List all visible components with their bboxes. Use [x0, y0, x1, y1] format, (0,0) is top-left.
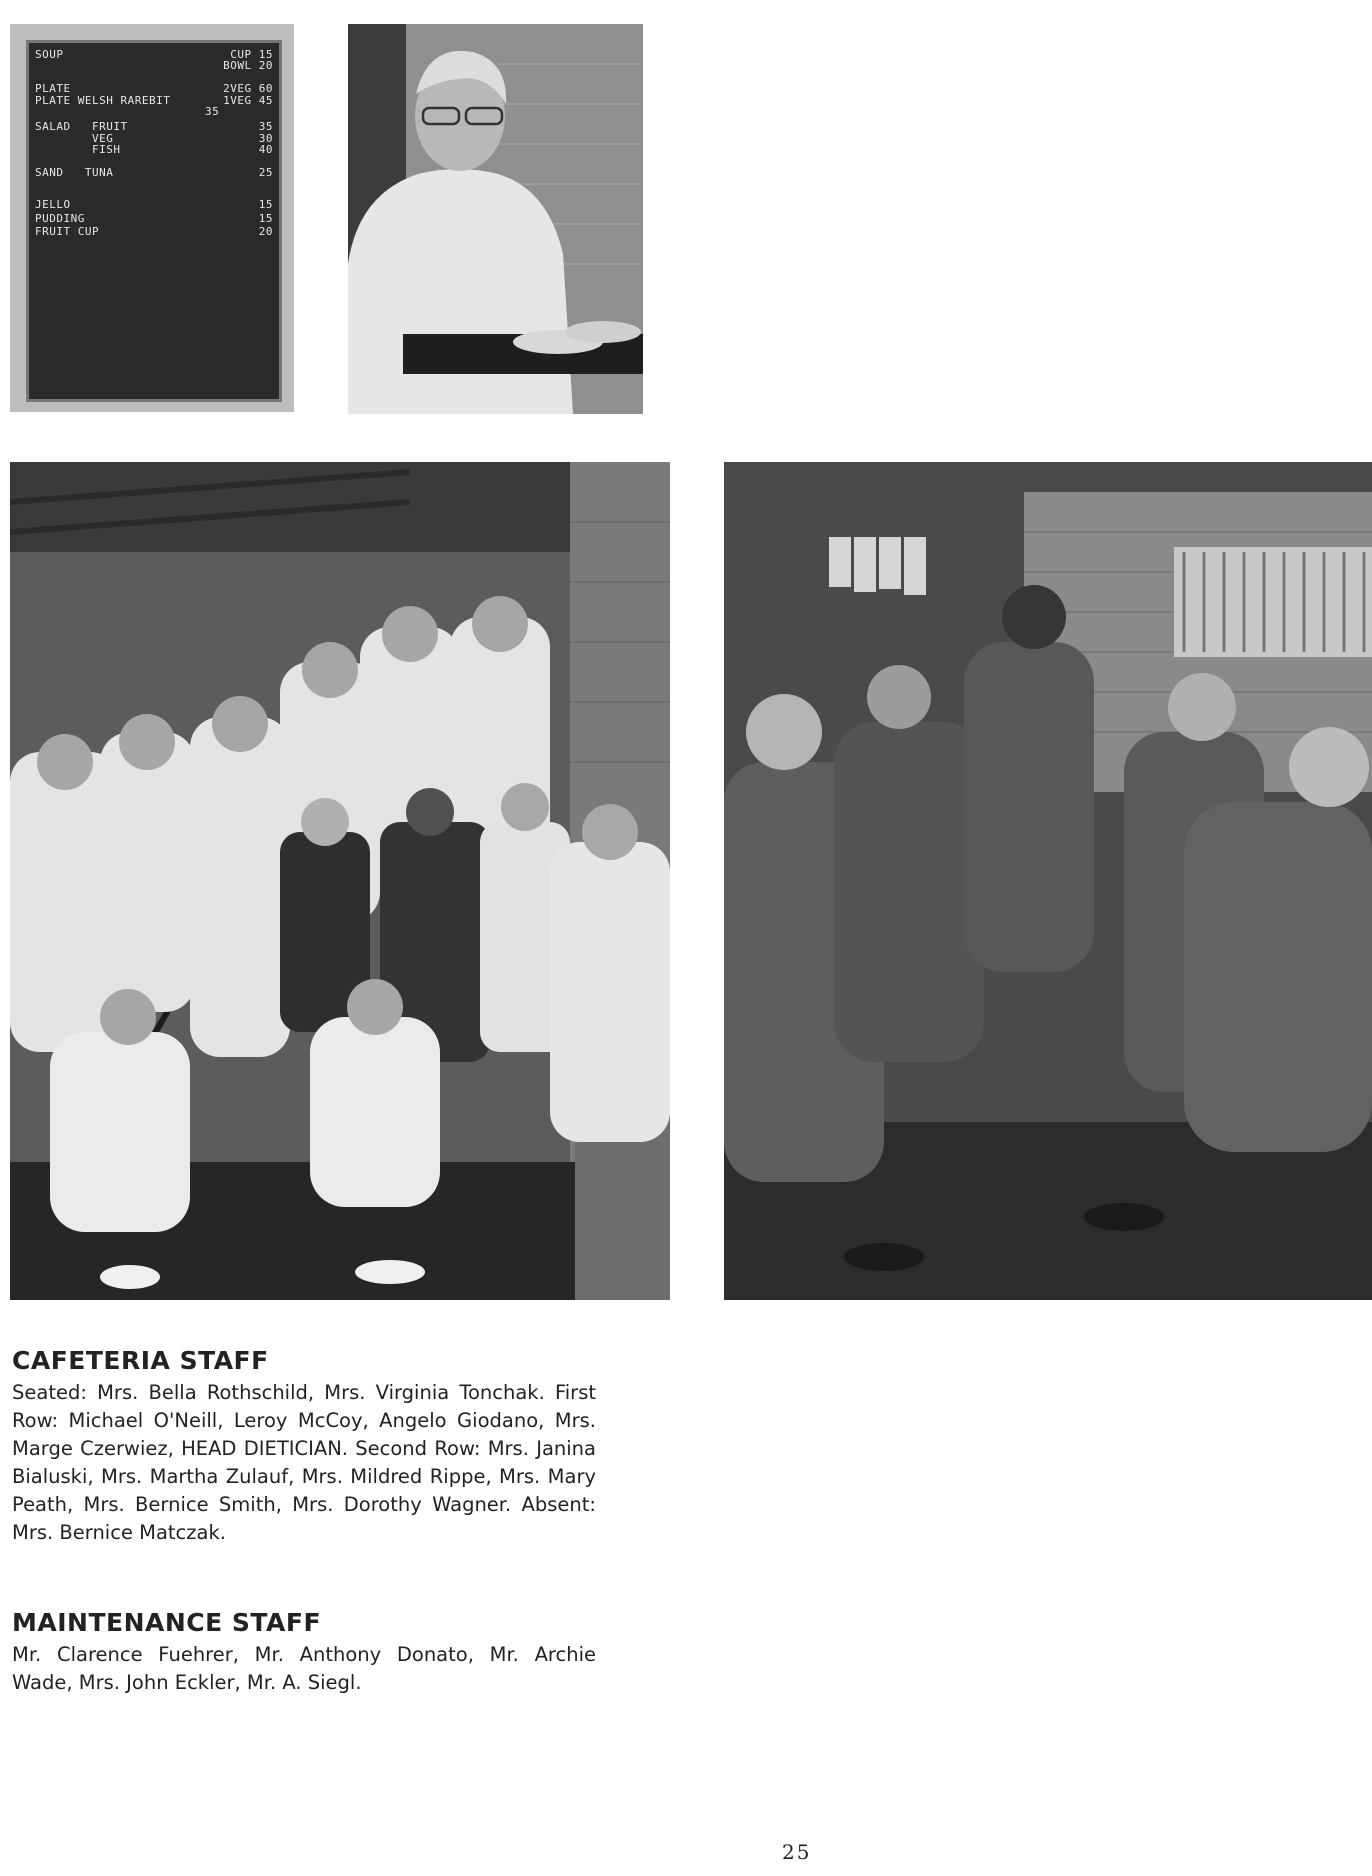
menu-item-price: BOWL 20 — [223, 59, 273, 72]
menu-item-label: JELLO — [35, 198, 71, 211]
menu-item-price: 25 — [258, 166, 273, 179]
menu-item-label: 35 — [205, 105, 220, 118]
menu-board-photo — [10, 24, 294, 412]
menu-item-label: PLATE WELSH RAREBIT — [35, 94, 171, 107]
menu-row — [205, 106, 273, 118]
menu-row — [35, 167, 273, 179]
cafeteria-staff-heading: CAFETERIA STAFF — [12, 1346, 269, 1375]
menu-row — [35, 226, 273, 238]
menu-item-label: VEG — [35, 132, 114, 145]
cafeteria-photo-image — [10, 462, 670, 1300]
menu-item-label: PLATE — [35, 82, 71, 95]
menu-item-price: 15 — [258, 198, 273, 211]
menu-item-price: 2VEG 60 — [223, 82, 273, 95]
menu-row — [35, 60, 273, 72]
menu-item-label: FISH — [35, 143, 121, 156]
menu-item-label: SOUP — [35, 48, 64, 61]
cafeteria-caption — [12, 1346, 596, 1547]
server-photo-image — [348, 24, 643, 414]
menu-item-label: PUDDING — [35, 212, 85, 225]
page-number: 25 — [782, 1840, 812, 1864]
menu-item-price: 1VEG 45 — [223, 94, 273, 107]
menu-item-label: SALAD FRUIT — [35, 120, 128, 133]
menu-row — [35, 199, 273, 211]
menu-item-price: CUP 15 — [230, 48, 273, 61]
menu-item-price: 15 — [258, 212, 273, 225]
menu-row — [35, 213, 273, 225]
menu-item-price: 35 — [258, 120, 273, 133]
cafeteria-staff-names: Seated: Mrs. Bella Rothschild, Mrs. Virginia Tonchak. First Row: Michael O'Neill, Leroy McCoy, Angelo Giodano, Mrs. Marge Czerwiez, HEAD DIETICIAN. Second Row: Mrs. Janina Bialuski, Mrs. Martha Zulauf, Mrs. Mildred Rippe, Mrs. Mary Peath, Mrs. Bernice Smith, Mrs. Dorothy Wagner. Absent: Mrs. Bernice Matczak. — [12, 1381, 596, 1544]
cafeteria-staff-photo — [10, 462, 670, 1300]
menu-item-label: FRUIT CUP — [35, 225, 100, 238]
maintenance-caption — [12, 1608, 596, 1697]
cafeteria-server-photo — [348, 24, 643, 414]
maintenance-staff-heading: MAINTENANCE STAFF — [12, 1608, 322, 1637]
maintenance-staff-photo — [724, 462, 1372, 1300]
menu-item-price: 30 — [258, 132, 273, 145]
menu-item-label: SAND TUNA — [35, 166, 114, 179]
menu-board — [26, 40, 282, 402]
maintenance-staff-names: Mr. Clarence Fuehrer, Mr. Anthony Donato, Mr. Archie Wade, Mrs. John Eckler, Mr. A. Siegl. — [12, 1643, 596, 1694]
menu-item-price: 40 — [258, 143, 273, 156]
menu-row — [35, 144, 273, 156]
menu-item-price: 20 — [258, 225, 273, 238]
maintenance-photo-image — [724, 462, 1372, 1300]
